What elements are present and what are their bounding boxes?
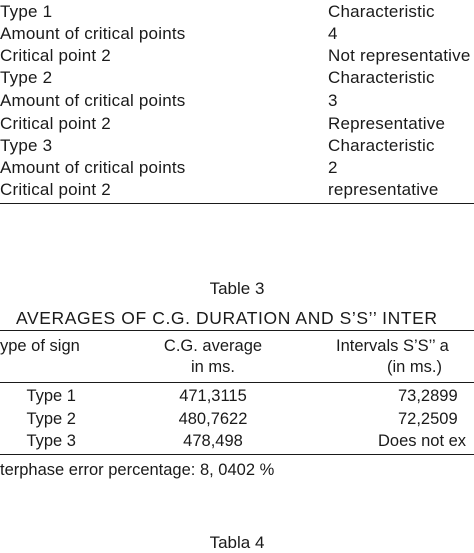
table3-interval-cell: Does not ex xyxy=(378,432,467,450)
table2-row-label: Type 1 xyxy=(0,2,53,21)
table2-row-label: Amount of critical points xyxy=(0,24,186,43)
table4-caption: Tabla 4 xyxy=(209,533,265,552)
table3-header-interval-line2: (in ms.) xyxy=(387,358,442,376)
table2-row-label: Critical point 2 xyxy=(0,46,111,65)
table3-interval-cell: 72,2509 xyxy=(398,410,458,428)
table3-top-rule xyxy=(0,330,474,331)
table2-row-value: 4 xyxy=(328,24,338,43)
table2-row-value: representative xyxy=(328,180,439,199)
table3-note: terphase error percentage: 8, 0402 % xyxy=(0,461,275,479)
table2-row-value: Representative xyxy=(328,114,446,133)
table3-interval-cell: 73,2899 xyxy=(398,387,458,405)
table2-row-value: Characteristic xyxy=(328,2,435,21)
table2-row-label: Type 2 xyxy=(0,68,53,87)
table2-row-label: Critical point 2 xyxy=(0,180,111,199)
table2-row-value: Not representative xyxy=(328,46,471,65)
table3-header-cg-line1: C.G. average xyxy=(163,337,263,355)
table2-row-label: Amount of critical points xyxy=(0,158,186,177)
table2-bottom-rule xyxy=(0,203,474,204)
table2-row-value: 3 xyxy=(328,91,338,110)
table3-heading: AVERAGES OF C.G. DURATION AND S’S’’ INTER xyxy=(16,308,438,328)
table3-header-interval-line1: Intervals S’S’’ a xyxy=(336,337,449,355)
table3-caption: Table 3 xyxy=(209,279,265,298)
table3-type-cell: Type 3 xyxy=(26,432,76,450)
table3-cg-cell: 471,3115 xyxy=(179,387,247,405)
table3-header-type: ype of sign xyxy=(0,337,80,355)
table3-type-cell: Type 2 xyxy=(26,410,76,428)
table2-row-value: 2 xyxy=(328,158,338,177)
table3-type-cell: Type 1 xyxy=(26,387,76,405)
table2-row-value: Characteristic xyxy=(328,68,435,87)
table3-bottom-rule xyxy=(0,454,474,455)
table2-row-label: Type 3 xyxy=(0,136,53,155)
table2-row-label: Amount of critical points xyxy=(0,91,186,110)
table3-header-rule xyxy=(0,382,474,383)
table3-header-cg-line2: in ms. xyxy=(190,358,235,376)
table2-row-label: Critical point 2 xyxy=(0,114,111,133)
table3-cg-cell: 480,7622 xyxy=(178,410,248,428)
table3-cg-cell: 478,498 xyxy=(183,432,243,450)
table2-row-value: Characteristic xyxy=(328,136,435,155)
